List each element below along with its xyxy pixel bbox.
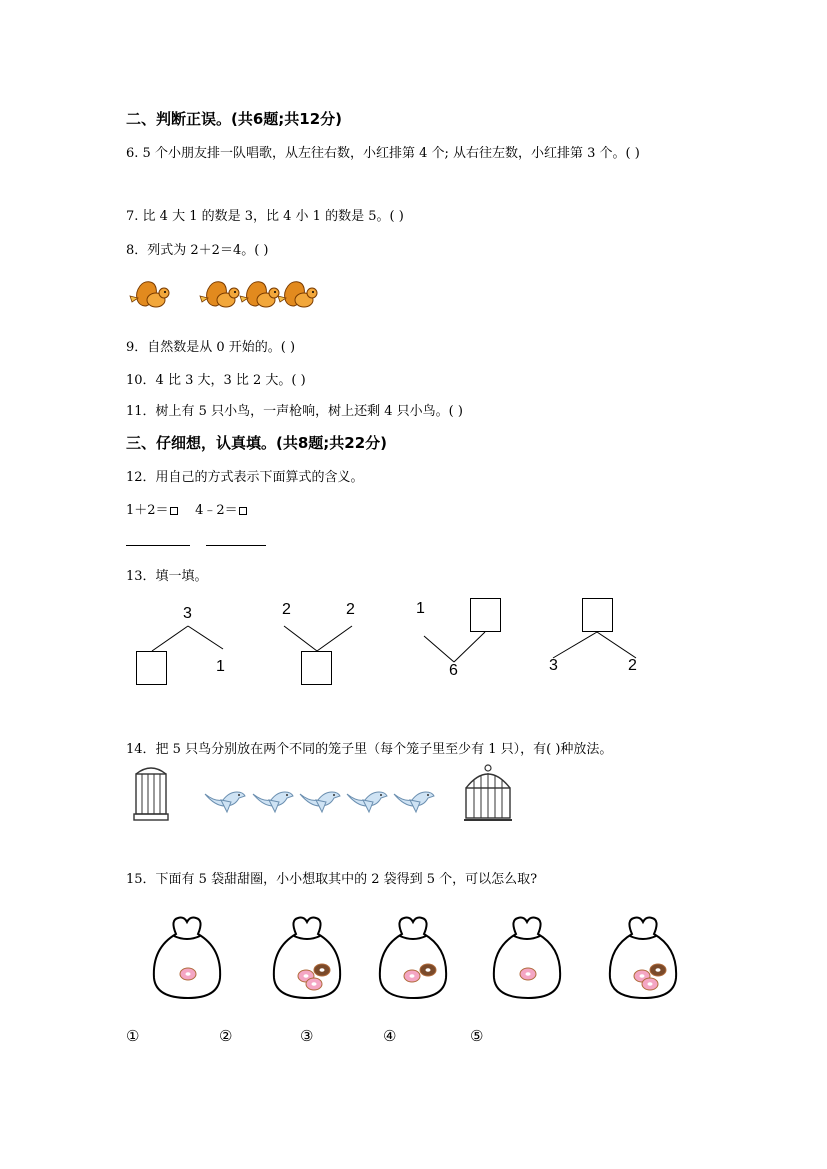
donut-bag-icon <box>148 912 226 1004</box>
donut-icon <box>520 968 536 980</box>
birdcage-icon <box>132 762 170 824</box>
tree-1-top: 3 <box>183 605 192 622</box>
question-12: 12．用自己的方式表示下面算式的含义。 <box>126 470 364 485</box>
bird-icon <box>392 788 436 814</box>
tree-4-left: 3 <box>549 657 558 674</box>
donut-icon <box>642 978 658 990</box>
donut-icon <box>650 964 666 976</box>
equation-2: 4﹣2＝ <box>195 503 238 518</box>
donut-icon <box>420 964 436 976</box>
tree-1-right: 1 <box>216 658 225 675</box>
tree-3-right-box[interactable] <box>470 598 501 632</box>
donut-bag-icon <box>488 912 566 1004</box>
question-8: 8．列式为 2＋2＝4。( ) <box>126 243 269 258</box>
section-2-heading: 二、判断正误。(共6题;共12分) <box>126 110 343 128</box>
question-13: 13．填一填。 <box>126 569 208 584</box>
bird-icon <box>345 788 389 814</box>
tree-3-left: 1 <box>416 600 425 617</box>
tree-2-bottom-box[interactable] <box>301 651 332 685</box>
bag-label-4: ④ <box>383 1027 397 1045</box>
question-11: 11．树上有 5 只小鸟，一声枪响，树上还剩 4 只小鸟。( ) <box>126 404 463 419</box>
tree-4-right: 2 <box>628 657 637 674</box>
bird-icon <box>298 788 342 814</box>
donut-bag-icon <box>268 912 346 1004</box>
bird-icon <box>203 788 247 814</box>
question-7: 7. 比 4 大 1 的数是 3，比 4 小 1 的数是 5。( ) <box>126 209 404 224</box>
donut-icon <box>314 964 330 976</box>
question-6: 6. 5 个小朋友排一队唱歌，从左往右数，小红排第 4 个; 从右往左数，小红排第 3 个。( ) <box>126 146 640 161</box>
bird-icon <box>251 788 295 814</box>
donut-bag-icon <box>374 912 452 1004</box>
equation-1: 1＋2＝ <box>126 503 169 518</box>
question-10: 10．4 比 3 大，3 比 2 大。( ) <box>126 373 306 388</box>
donut-icon <box>306 978 322 990</box>
tree-2-left: 2 <box>282 601 291 618</box>
bag-label-1: ① <box>126 1027 140 1045</box>
donut-icon <box>404 970 420 982</box>
birdcage-icon <box>462 764 514 824</box>
question-15: 15．下面有 5 袋甜甜圈，小小想取其中的 2 袋得到 5 个，可以怎么取? <box>126 872 538 887</box>
tree-3-bottom: 6 <box>449 662 458 679</box>
bag-label-5: ⑤ <box>470 1027 484 1045</box>
question-14: 14．把 5 只鸟分别放在两个不同的笼子里（每个笼子里至少有 1 只），有( )种放法。 <box>126 742 613 757</box>
tree-2-right: 2 <box>346 601 355 618</box>
question-9: 9．自然数是从 0 开始的。( ) <box>126 340 296 355</box>
tree-4-top-box[interactable] <box>582 598 613 632</box>
section-3-heading: 三、仔细想，认真填。(共8题;共22分) <box>126 434 388 452</box>
bag-label-2: ② <box>219 1027 233 1045</box>
donut-bag-icon <box>604 912 682 1004</box>
tree-1-left-box[interactable] <box>136 651 167 685</box>
bag-label-3: ③ <box>300 1027 314 1045</box>
donut-icon <box>180 968 196 980</box>
